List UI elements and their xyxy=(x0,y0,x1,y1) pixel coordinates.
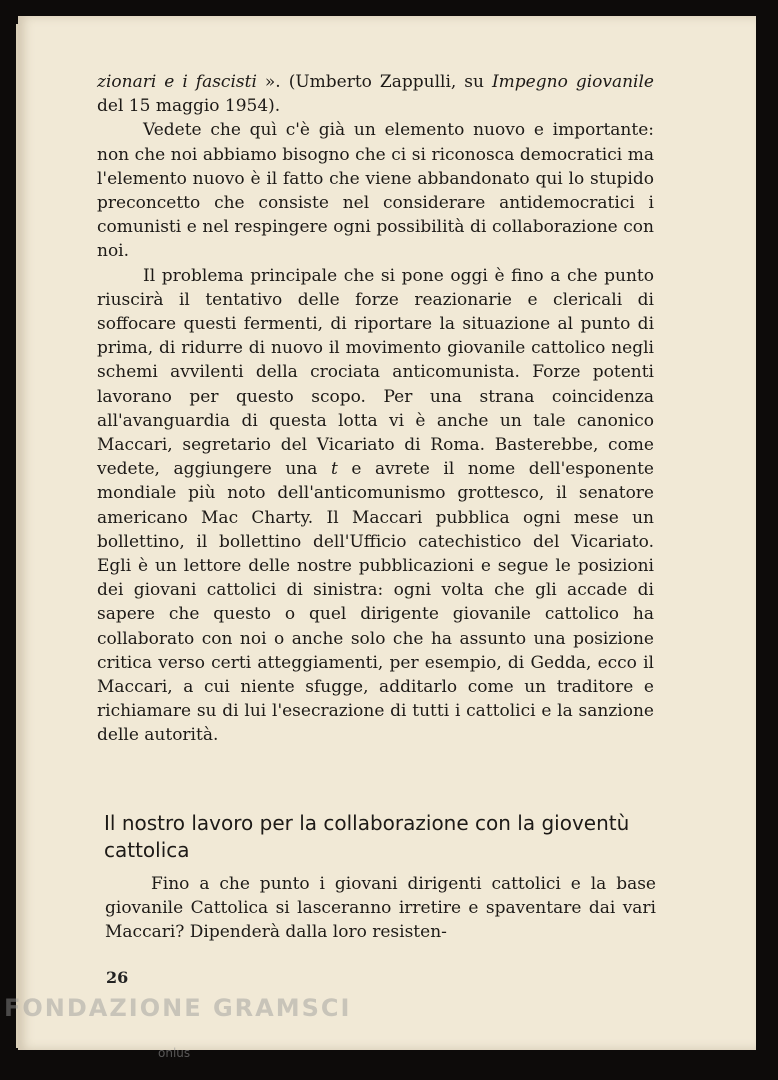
text-run: Vedete che quì c'è già un elemento nuovo e importante: non che noi abbiamo bisogno che ci si riconosca democratici ma l'elemento nuovo è il fatto che viene abbandonato qui lo stupido preconcetto che consiste nel considerare antidemocratici i comunisti e nel respingere ogni possibilità di collaborazione con noi. xyxy=(97,120,654,262)
text-run: del 15 maggio 1954). xyxy=(97,96,281,117)
text-run: ». (Umberto Zappulli, su xyxy=(256,72,492,92)
text-run: e avrete il nome dell'esponente mondiale più noto dell'anticomunismo grottesco, il senatore americano Mac Charty. Il Maccari pubblica ogni mese un bollettino, il bollettino dell'Ufficio catechistico del Vicariato. Egli è un lettore delle nostre pubblicazioni e segue le posizioni dei giovani cattolici di sinistra: ogni volta che gli accade di sapere che questo o quel dirigente giovanile cattolico ha collaborato con noi o anche solo che ha assunto una posizione critica verso certi atteggiamenti, per esempio, di Gedda, ecco il Maccari, a cui niente sfugge, additarlo come un traditore e richiamare su di lui l'esecrazione di tutti i cattolici e la sanzione delle autorità. xyxy=(97,459,654,746)
italic-run: t xyxy=(330,459,338,480)
closing-text xyxy=(105,872,656,945)
body-text xyxy=(97,70,654,748)
text-run: Il problema principale che si pone oggi è fino a che punto riuscirà il tentativo delle forze reazionarie e clericali di soffocare questi fermenti, di riportare la situazione al punto di prima, di ridurre di nuovo il movimento giovanile cattolico negli schemi avvilenti della crociata anticomunista. Forze potenti lavorano per questo scopo. Per una strana coincidenza all'avanguardia di questa lotta vi è anche un tale canonico Maccari, segretario del Vicariato di Roma. Basterebbe, come vedete, aggiungere una xyxy=(97,265,654,480)
italic-run: zionari e i fascisti xyxy=(97,72,257,92)
body-paragraph xyxy=(97,118,654,263)
body-paragraph xyxy=(97,264,654,748)
watermark-logo: FONDAZIONE GRAMSCI xyxy=(4,994,352,1022)
page-number: 26 xyxy=(106,968,129,987)
italic-run: Impegno giovanile xyxy=(491,72,654,92)
section-heading: Il nostro lavoro per la collaborazione con la gioventù cattolica xyxy=(104,811,630,862)
closing-paragraph: Fino a che punto i giovani dirigenti cattolici e la base giovanile Cattolica si lasceranno irretire e spaventare dai vari Maccari? Dipenderà dalla loro resisten- xyxy=(105,874,656,943)
watermark-sub: onlus xyxy=(158,1046,191,1060)
body-paragraph xyxy=(97,70,654,118)
